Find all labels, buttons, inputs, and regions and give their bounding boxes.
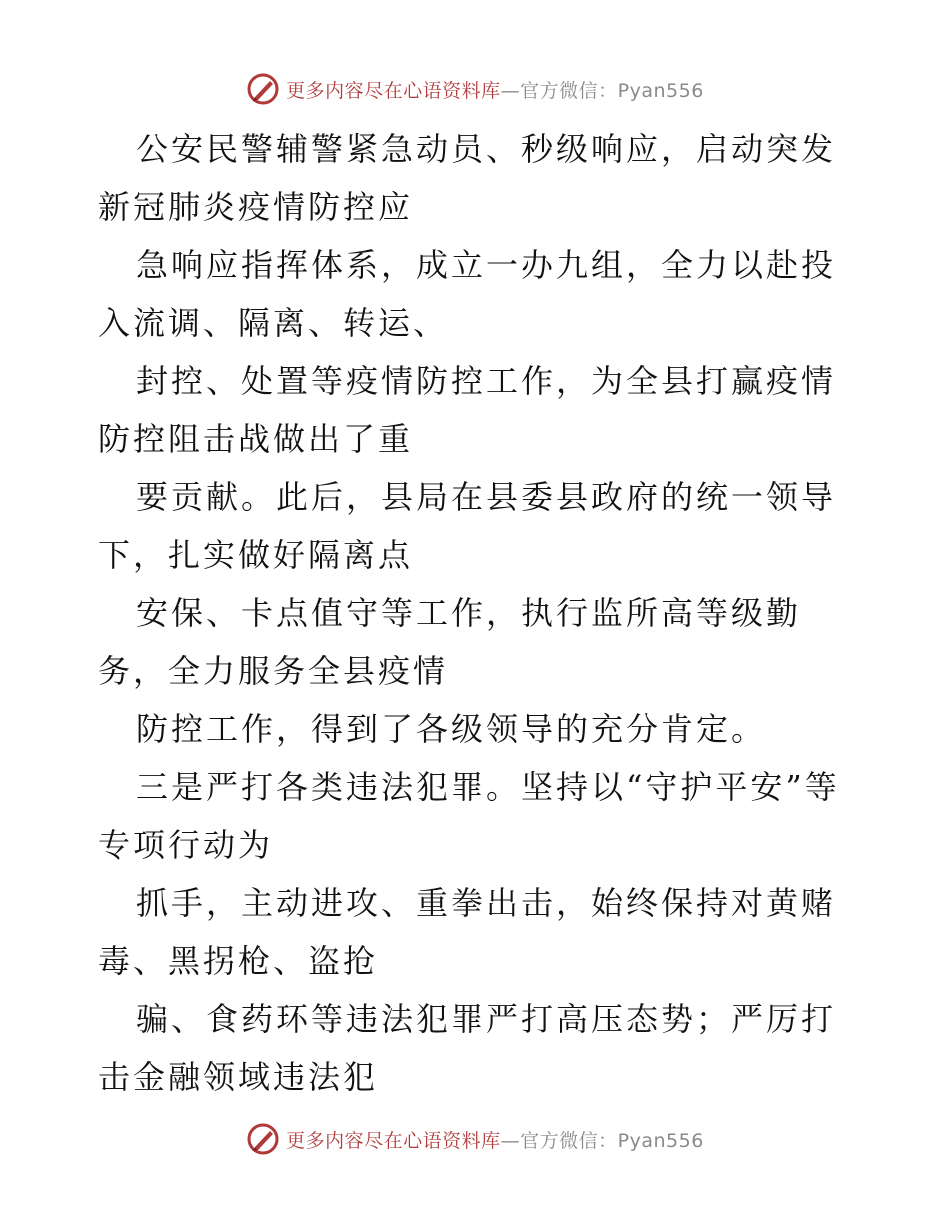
footer-banner [0, 1117, 950, 1161]
paragraph: 要贡献。此后，县局在县委县政府的统一领导下，扎实做好隔离点 [98, 478, 837, 574]
paragraph: 骗、食药环等违法犯罪严打高压态势；严厉打击金融领域违法犯 [98, 1000, 837, 1096]
paragraph: 防控工作，得到了各级领导的充分肯定。 [136, 710, 767, 748]
paragraph: 急响应指挥体系，成立一办九组，全力以赴投入流调、隔离、转运、 [98, 246, 837, 342]
paragraph: 抓手，主动进攻、重拳出击，始终保持对黄赌毒、黑拐枪、盗抢 [98, 884, 837, 980]
paragraph: 封控、处置等疫情防控工作，为全县打赢疫情防控阻击战做出了重 [98, 362, 837, 458]
pen-logo-icon [246, 72, 280, 106]
paragraph: 三是严打各类违法犯罪。坚持以“守护平安”等专项行动为 [98, 768, 840, 864]
banner-text: 更多内容尽在心语资料库—官方微信：Pyan556 [286, 79, 704, 102]
banner-text: 更多内容尽在心语资料库—官方微信：Pyan556 [286, 1129, 704, 1152]
pen-logo-icon [246, 1122, 280, 1156]
paragraph: 安保、卡点值守等工作，执行监所高等级勤务，全力服务全县疫情 [98, 594, 802, 690]
header-banner [0, 67, 950, 111]
document-body [98, 120, 858, 1106]
paragraph: 公安民警辅警紧急动员、秒级响应，启动突发新冠肺炎疫情防控应 [98, 130, 837, 226]
